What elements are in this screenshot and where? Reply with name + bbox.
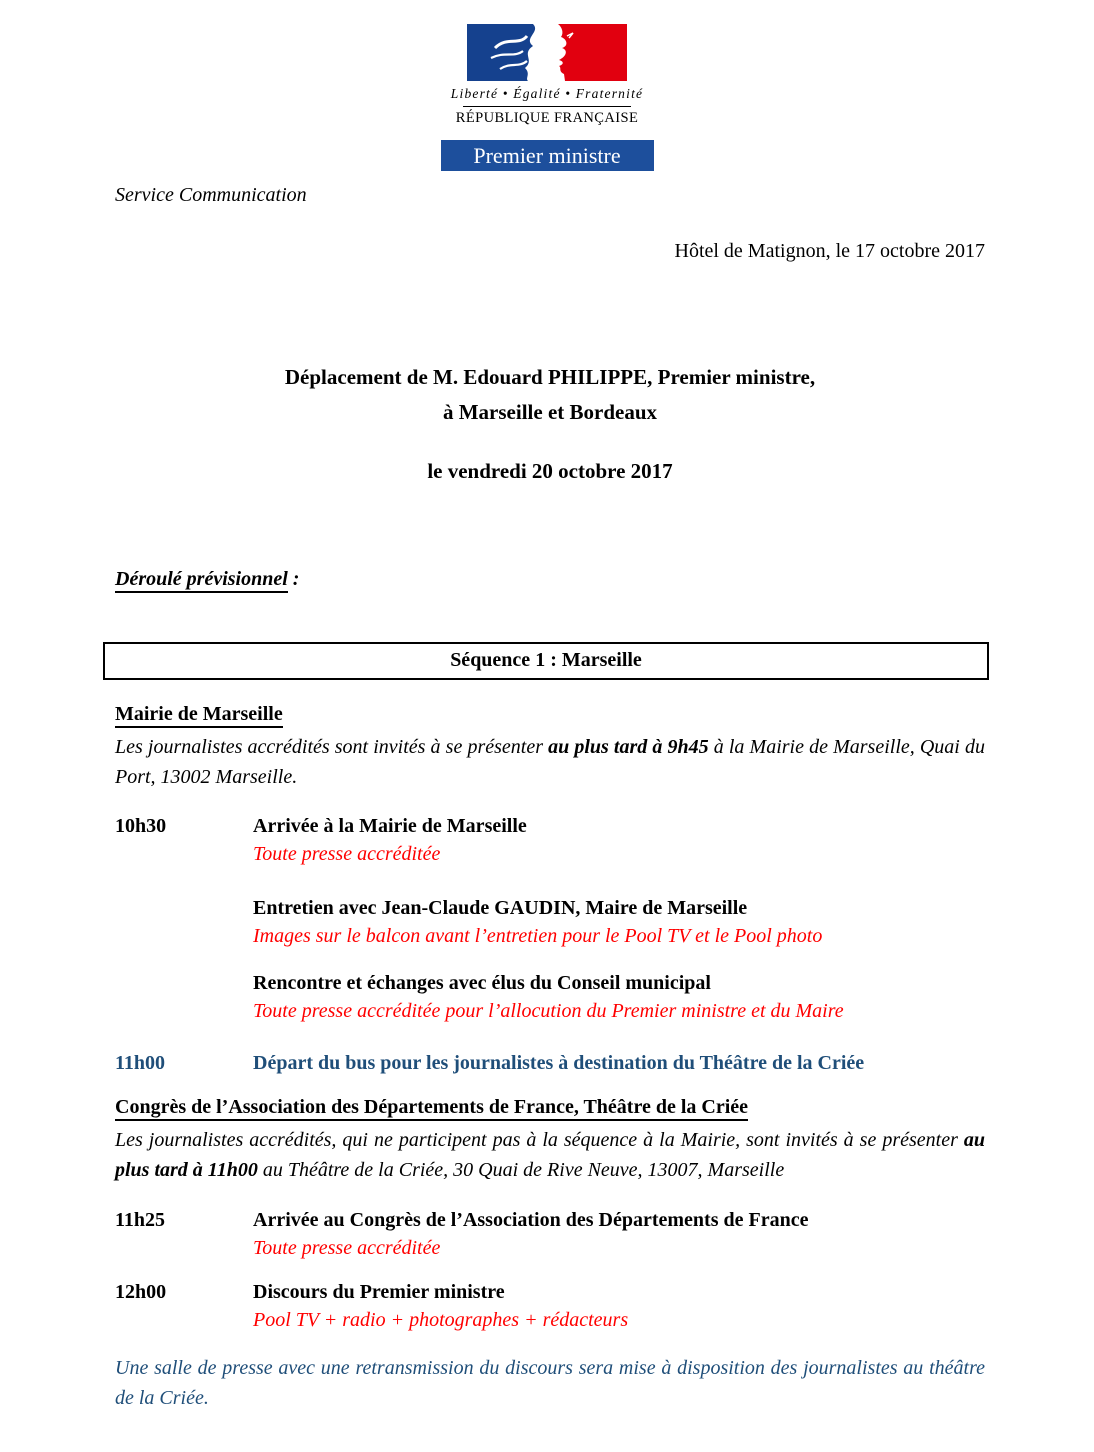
- press-room-closing-note: Une salle de presse avec une retransmission du discours sera mise à disposition des journalistes au théâtre de la Criée.: [115, 1357, 985, 1409]
- schedule-row: [115, 1049, 985, 1077]
- dateline: Hôtel de Matignon, le 17 octobre 2017: [674, 240, 985, 262]
- congres-intro-paragraph: Les journalistes accrédités, qui ne participent pas à la séquence à la Mairie, sont invités à se présenter au plus tard à 11h00 au Théâtre de la Criée, 30 Quai de Rive Neuve, 13007, Marseille: [115, 1129, 985, 1181]
- premier-ministre-banner: Premier ministre: [441, 140, 654, 171]
- deroule-label: Déroulé prévisionnel: [115, 568, 288, 593]
- schedule-title: Entretien avec Jean-Claude GAUDIN, Maire de Marseille: [253, 897, 748, 919]
- marianne-flag-icon: [467, 24, 627, 81]
- deadline-emphasis: au plus tard à 11h00: [115, 1129, 985, 1181]
- schedule-row: [115, 894, 985, 950]
- schedule-time: [115, 969, 253, 1025]
- deadline-emphasis: au plus tard à 9h45: [548, 736, 709, 758]
- title-line1: Déplacement de M. Edouard PHILIPPE, Premier ministre,: [284, 365, 816, 389]
- schedule-press-note: Toute presse accréditée: [253, 843, 441, 865]
- republique-francaise-logo: [451, 24, 643, 127]
- schedule-row: [115, 1278, 985, 1334]
- document-body: [0, 184, 1094, 1413]
- mairie-intro-paragraph: Les journalistes accrédités sont invités à se présenter au plus tard à 9h45 à la Mairie de Marseille, Quai du Port, 13002 Marseille.: [115, 736, 985, 788]
- document-title: [115, 360, 985, 430]
- schedule-title: Rencontre et échanges avec élus du Conseil municipal: [253, 972, 711, 994]
- schedule-time: 12h00: [115, 1281, 167, 1303]
- sequence-1-title: Séquence 1 : Marseille: [450, 649, 642, 671]
- schedule-time: 11h00: [115, 1052, 166, 1074]
- schedule-time: [115, 894, 253, 950]
- schedule-title: Arrivée au Congrès de l’Association des Départements de France: [253, 1209, 809, 1231]
- logo-motto: Liberté • Égalité • Fraternité: [450, 86, 644, 101]
- title-date: le vendredi 20 octobre 2017: [427, 459, 673, 483]
- schedule-row: [115, 1206, 985, 1262]
- congres-section-heading: Congrès de l’Association des Départements de France, Théâtre de la Criée: [115, 1096, 985, 1119]
- mairie-section-heading: Mairie de Marseille: [115, 703, 985, 726]
- logo-divider: [463, 106, 631, 107]
- schedule-row: [115, 969, 985, 1025]
- title-line2: à Marseille et Bordeaux: [442, 400, 658, 424]
- schedule-time: 10h30: [115, 815, 167, 837]
- schedule-time: 11h25: [115, 1209, 166, 1231]
- service-communication-label: Service Communication: [115, 184, 307, 206]
- schedule-press-note: Toute presse accréditée pour l’allocution du Premier ministre et du Maire: [253, 1000, 844, 1022]
- logo-republique-francaise: RÉPUBLIQUE FRANÇAISE: [455, 110, 639, 126]
- deroule-colon: :: [287, 568, 300, 590]
- schedule-title: Départ du bus pour les journalistes à destination du Théâtre de la Criée: [253, 1052, 865, 1074]
- sequence-1-box: [103, 642, 989, 680]
- deroule-previsionnel-heading: [115, 568, 985, 591]
- schedule-press-note: Pool TV + radio + photographes + rédacteurs: [253, 1309, 629, 1331]
- schedule-title: Arrivée à la Mairie de Marseille: [253, 815, 527, 837]
- schedule-title: Discours du Premier ministre: [253, 1281, 505, 1303]
- document-header: [0, 0, 1094, 171]
- schedule-press-note: Images sur le balcon avant l’entretien pour le Pool TV et le Pool photo: [253, 925, 823, 947]
- schedule-press-note: Toute presse accréditée: [253, 1237, 441, 1259]
- schedule-row: [115, 812, 985, 868]
